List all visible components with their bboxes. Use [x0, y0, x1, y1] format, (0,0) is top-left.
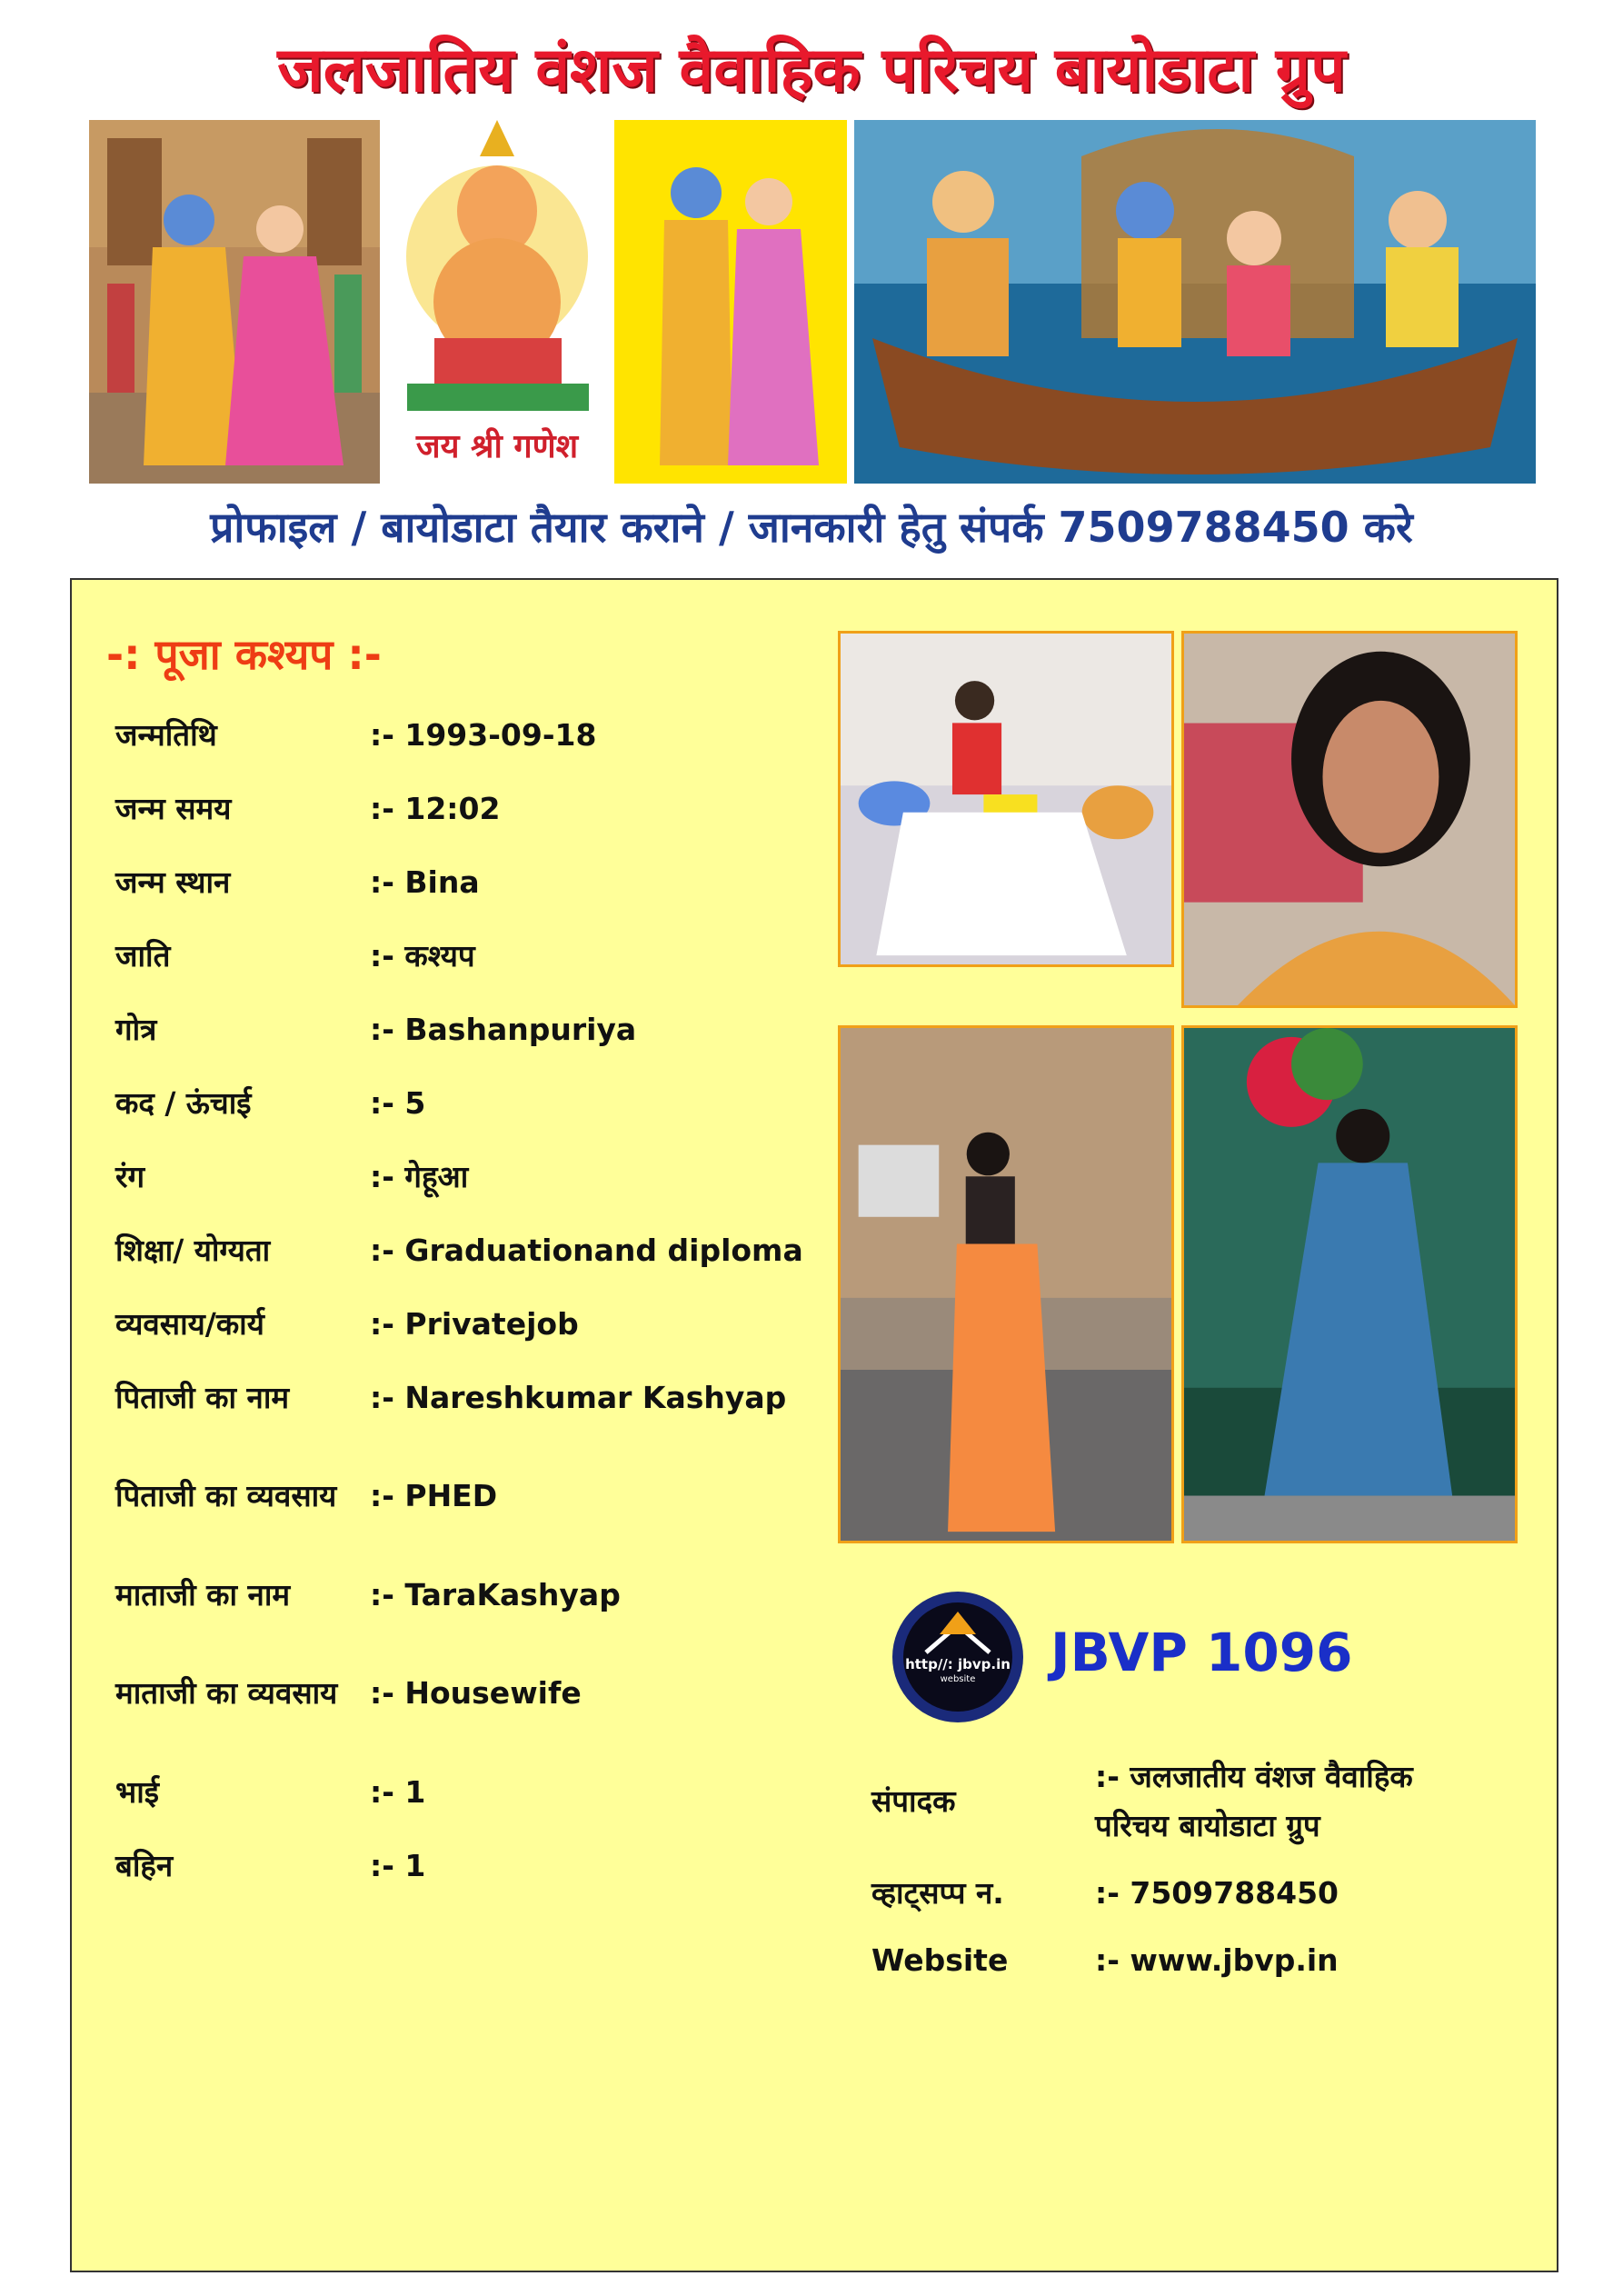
- field-value: :- 1: [370, 1847, 426, 1883]
- contact-row-editor: [871, 1752, 1508, 1851]
- contact-block: [871, 1752, 1508, 2003]
- field-row-father-occupation: [115, 1434, 833, 1558]
- ganesh-caption: जय श्री गणेश: [415, 428, 579, 465]
- field-value: :- Housewife: [370, 1675, 582, 1711]
- field-label: गोत्र: [115, 1011, 157, 1047]
- field-value: :- गेहूआ: [370, 1158, 469, 1194]
- contact-label: व्हाट्सप्प न.: [871, 1875, 1004, 1911]
- field-label: शिक्षा/ योग्यता: [115, 1232, 271, 1268]
- profile-photo-1[interactable]: [838, 631, 1174, 967]
- field-value: :- कश्यप: [370, 937, 475, 973]
- contact-subtitle: प्रोफाइल / बायोडाटा तैयार कराने / जानकारी हेतु संपर्क 7509788450 करे: [210, 503, 1413, 552]
- field-value: :- Bina: [370, 863, 480, 900]
- field-row-mother-occupation: [115, 1632, 833, 1755]
- logo-subtext: website: [940, 1674, 976, 1684]
- contact-value: :- www.jbvp.in: [1095, 1942, 1339, 1978]
- field-row-education: [115, 1213, 833, 1287]
- field-row-caste: [115, 919, 833, 993]
- field-row-sisters: [115, 1829, 833, 1902]
- field-label: जन्म स्थान: [115, 863, 231, 900]
- field-label: रंग: [115, 1158, 145, 1194]
- contact-label: Website: [871, 1942, 1009, 1978]
- field-label: माताजी का नाम: [115, 1576, 291, 1612]
- field-label: जन्मतिथि: [115, 716, 217, 753]
- field-row-gotra: [115, 993, 833, 1066]
- contact-row-website: [871, 1936, 1508, 1985]
- field-value: :- Bashanpuriya: [370, 1011, 637, 1047]
- field-value: :- TaraKashyap: [370, 1576, 621, 1612]
- field-label: बहिन: [115, 1847, 174, 1883]
- field-label: जाति: [115, 937, 171, 973]
- contact-label: संपादक: [871, 1783, 956, 1819]
- field-label: पिताजी का व्यवसाय: [115, 1478, 337, 1513]
- field-label: कद / ऊंचाई: [115, 1084, 252, 1121]
- profile-code: JBVP 1096: [1050, 1622, 1353, 1683]
- contact-value: :- 7509788450: [1095, 1875, 1339, 1911]
- field-row-complexion: [115, 1140, 833, 1213]
- details-list: [115, 698, 833, 1902]
- field-row-father-name: [115, 1361, 833, 1434]
- main-title: जलजातिय वंशज वैवाहिक परिचय बायोडाटा ग्रुप: [277, 35, 1346, 106]
- field-row-mother-name: [115, 1558, 833, 1632]
- profile-photo-4[interactable]: [1181, 1025, 1518, 1543]
- banner-ram-sita-yellow-image: [614, 120, 847, 484]
- field-row-brothers: [115, 1755, 833, 1829]
- field-row-birth-place: [115, 845, 833, 919]
- biodata-card: [70, 578, 1558, 2272]
- jbvp-logo: [890, 1589, 1026, 1725]
- field-value: :- 12:02: [370, 790, 501, 826]
- contact-row-whatsapp: [871, 1869, 1508, 1918]
- field-label: भाई: [115, 1773, 159, 1810]
- field-value: :- Nareshkumar Kashyap: [370, 1379, 787, 1415]
- field-value: :- 5: [370, 1084, 426, 1121]
- field-label: जन्म समय: [115, 790, 232, 826]
- profile-photo-3[interactable]: [838, 1025, 1174, 1543]
- field-row-birthdate: [115, 698, 833, 772]
- field-row-height: [115, 1066, 833, 1140]
- field-value: :- Privatejob: [370, 1305, 579, 1342]
- field-value: :- PHED: [370, 1478, 498, 1513]
- profile-photo-2[interactable]: [1181, 631, 1518, 1008]
- logo-text: http//: jbvp.in: [905, 1656, 1011, 1672]
- field-value: :- Graduationand diploma: [370, 1232, 803, 1268]
- field-row-birth-time: [115, 772, 833, 845]
- person-name: -: पूजा कश्यप :-: [106, 630, 382, 679]
- banner-ram-sita-wedding-image: [89, 120, 380, 484]
- field-value: :- 1993-09-18: [370, 716, 597, 753]
- contact-value: :- जलजातीय वंशज वैवाहिक परिचय बायोडाटा ग्रुप: [1095, 1759, 1413, 1843]
- field-label: पिताजी का नाम: [115, 1379, 290, 1415]
- field-label: व्यवसाय/कार्य: [115, 1305, 264, 1342]
- field-value: :- 1: [370, 1773, 426, 1810]
- banner-boat-scene-image: [854, 120, 1536, 484]
- field-label: माताजी का व्यवसाय: [115, 1675, 338, 1711]
- banner-ganesh-image: [380, 120, 614, 484]
- field-row-occupation: [115, 1287, 833, 1361]
